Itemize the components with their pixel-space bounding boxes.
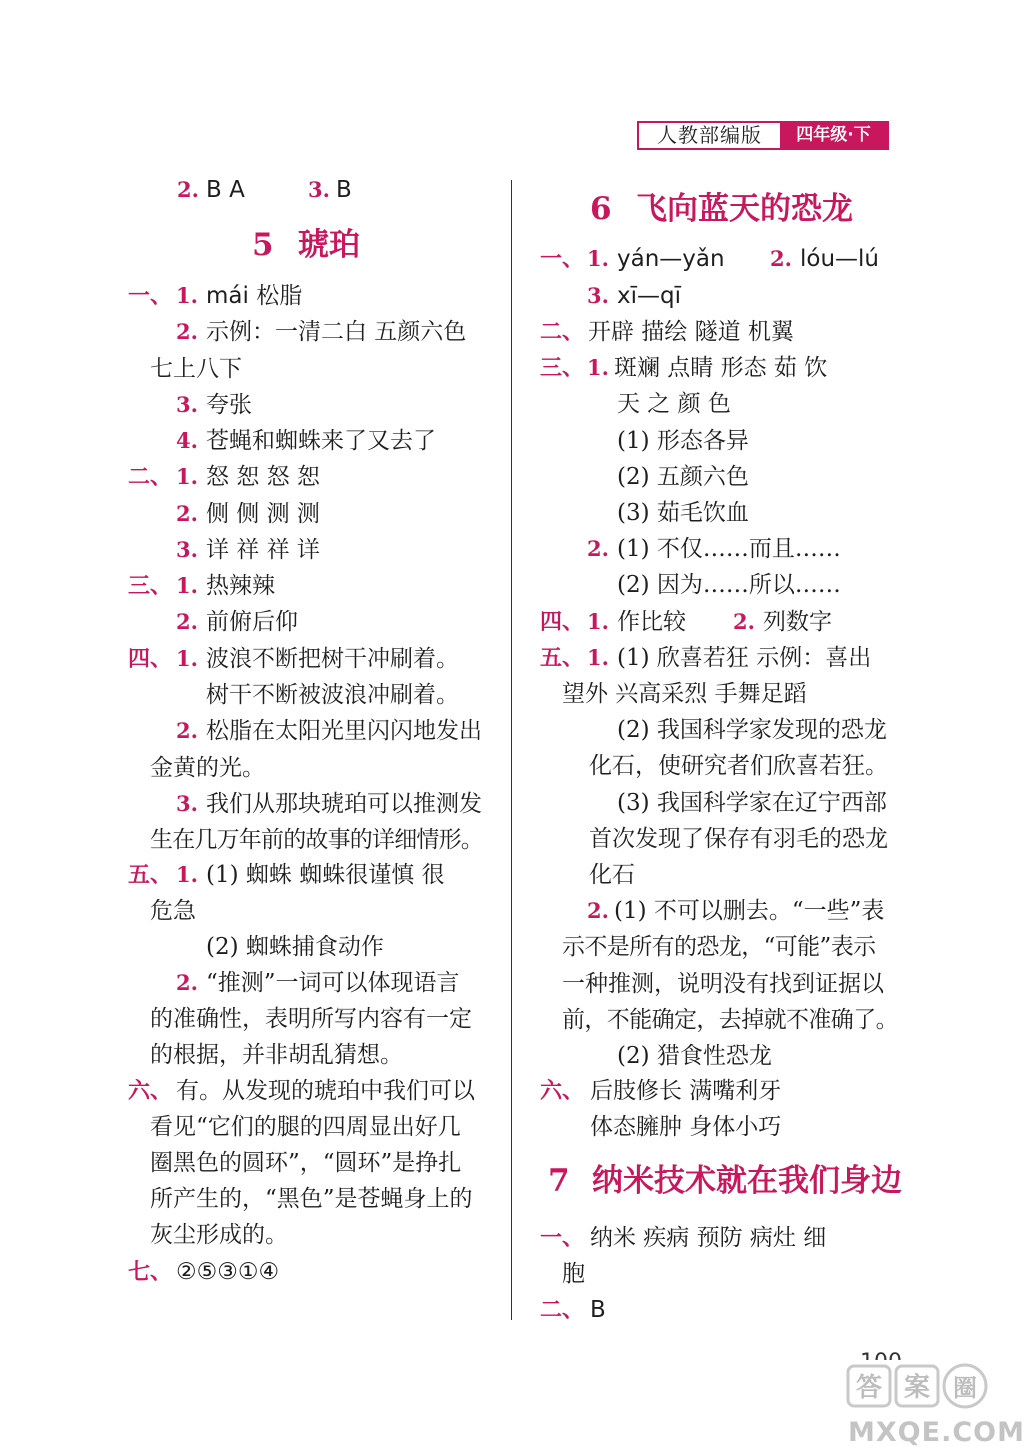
section-marker: 三、 bbox=[540, 355, 585, 381]
item-number: 2. bbox=[587, 536, 609, 561]
answer-line: 一种推测，说明没有找到证据以 bbox=[562, 971, 884, 997]
section-marker: 六、 bbox=[128, 1078, 173, 1104]
item-number: 3. bbox=[176, 791, 198, 816]
item-number: 1. bbox=[587, 246, 609, 271]
edition-header bbox=[637, 121, 889, 150]
answer-line: (2) 我国科学家发现的恐龙 bbox=[617, 717, 887, 743]
answer-line: (1) 不可以删去。“一些”表 bbox=[614, 898, 885, 924]
item-number: 2. bbox=[176, 501, 198, 526]
answer-line: 有。从发现的琥珀中我们可以 bbox=[176, 1078, 475, 1104]
watermark-logo bbox=[840, 1360, 1025, 1451]
answer-line: 的根据，并非胡乱猜想。 bbox=[150, 1042, 403, 1068]
answer-line: 热辣辣 bbox=[206, 573, 275, 599]
answer-line: 纳米 疾病 预防 病灶 细 bbox=[590, 1225, 827, 1251]
answer-line: 夸张 bbox=[206, 392, 252, 418]
section-marker: 四、 bbox=[128, 646, 173, 672]
answer-line: 松脂在太阳光里闪闪地发出 bbox=[206, 718, 482, 744]
answer-text: B bbox=[336, 177, 352, 203]
item-number: 1. bbox=[176, 646, 198, 671]
section-marker: 三、 bbox=[128, 573, 173, 599]
lesson-title: 纳米技术就在我们身边 bbox=[592, 1163, 902, 1199]
answer-line: 详 祥 祥 详 bbox=[206, 537, 320, 563]
answer-line: 七上八下 bbox=[150, 356, 242, 382]
answer-line: 望外 兴高采烈 手舞足蹈 bbox=[562, 681, 807, 707]
column-divider bbox=[511, 180, 512, 1320]
answer-line: mái 松脂 bbox=[206, 283, 303, 309]
answer-line: (3) 我国科学家在辽宁西部 bbox=[617, 790, 887, 816]
svg-text:案: 案 bbox=[903, 1373, 931, 1403]
answer-line: (2) 蜘蛛捕食动作 bbox=[206, 934, 384, 960]
answer-line: 化石 bbox=[589, 862, 635, 888]
lesson-number: 5 bbox=[252, 227, 274, 263]
watermark-text: MXQE.COM bbox=[848, 1417, 1025, 1448]
answer-line: 金黄的光。 bbox=[150, 755, 265, 781]
answer-line: 圈黑色的圆环”，“圆环”是挣扎 bbox=[150, 1150, 462, 1176]
answer-line: (1) 蜘蛛 蜘蛛很谨慎 很 bbox=[206, 862, 445, 888]
item-number: 3. bbox=[176, 537, 198, 562]
answer-line: 的准确性，表明所写内容有一定 bbox=[150, 1006, 472, 1032]
item-number: 2. bbox=[587, 898, 609, 923]
grade-label: 四年级·下 bbox=[780, 123, 887, 148]
answer-line: 天 之 颜 色 bbox=[617, 391, 731, 417]
section-marker: 二、 bbox=[128, 464, 173, 490]
answer-line: 树干不断被波浪冲刷着。 bbox=[206, 682, 459, 708]
section-marker: 二、 bbox=[540, 319, 585, 345]
answer-line: 怒 恕 怒 恕 bbox=[206, 464, 320, 490]
item-number: 1. bbox=[176, 283, 198, 308]
answer-line: 灰尘形成的。 bbox=[150, 1222, 288, 1248]
item-number: 2. bbox=[176, 970, 198, 995]
section-marker: 六、 bbox=[540, 1078, 585, 1104]
answer-line: 后肢修长 满嘴利牙 bbox=[590, 1078, 782, 1104]
section-marker: 四、 bbox=[540, 609, 585, 635]
section-marker: 一、 bbox=[540, 1225, 585, 1251]
answer-line: (3) 茹毛饮血 bbox=[617, 500, 749, 526]
answer-line: lóu—lú bbox=[800, 246, 880, 272]
answer-line: ②⑤③①④ bbox=[176, 1259, 280, 1285]
section-marker: 一、 bbox=[540, 246, 585, 272]
answer-number: 2. bbox=[177, 177, 199, 202]
answer-line: 苍蝇和蜘蛛来了又去了 bbox=[206, 428, 436, 454]
lesson-number: 7 bbox=[548, 1163, 570, 1199]
answer-line: 波浪不断把树干冲刷着。 bbox=[206, 646, 459, 672]
section-marker: 五、 bbox=[540, 645, 585, 671]
lesson-title: 琥珀 bbox=[298, 227, 360, 263]
item-number: 1. bbox=[176, 464, 198, 489]
answer-line: xī—qī bbox=[617, 283, 681, 309]
item-number: 3. bbox=[176, 392, 198, 417]
answer-line: 列数字 bbox=[763, 609, 832, 635]
answer-line: 开辟 描绘 隧道 机翼 bbox=[588, 319, 794, 345]
answer-line: 示例：一清二白 五颜六色 bbox=[206, 319, 467, 345]
svg-text:答: 答 bbox=[855, 1373, 883, 1403]
answer-line: (1) 形态各异 bbox=[617, 428, 749, 454]
item-number: 3. bbox=[587, 283, 609, 308]
answer-line: 胞 bbox=[562, 1261, 585, 1287]
answer-line: 前俯后仰 bbox=[206, 609, 298, 635]
item-number: 2. bbox=[176, 718, 198, 743]
lesson-number: 6 bbox=[590, 191, 612, 227]
section-marker: 五、 bbox=[128, 862, 173, 888]
answer-text: B A bbox=[206, 177, 245, 203]
item-number: 2. bbox=[733, 609, 755, 634]
answer-line: 所产生的，“黑色”是苍蝇身上的 bbox=[150, 1186, 473, 1212]
lesson-title: 飞向蓝天的恐龙 bbox=[636, 191, 853, 227]
answer-line: (1) 不仅……而且…… bbox=[617, 536, 841, 562]
section-marker: 一、 bbox=[128, 283, 173, 309]
svg-text:圈: 圈 bbox=[953, 1374, 977, 1402]
item-number: 2. bbox=[770, 246, 792, 271]
section-marker: 二、 bbox=[540, 1297, 585, 1323]
answer-line: yán—yǎn bbox=[617, 246, 725, 272]
answer-line: 作比较 bbox=[617, 609, 686, 635]
answer-line: “推测”一词可以体现语言 bbox=[206, 970, 460, 996]
item-number: 1. bbox=[587, 609, 609, 634]
answer-line: 斑斓 点睛 形态 茹 饮 bbox=[614, 355, 828, 381]
answer-line: B bbox=[590, 1297, 606, 1323]
answer-line: 我们从那块琥珀可以推测发 bbox=[206, 791, 482, 817]
answer-line: 示不是所有的恐龙，“可能”表示 bbox=[562, 934, 876, 960]
item-number: 1. bbox=[176, 573, 198, 598]
answer-line: 侧 侧 测 测 bbox=[206, 501, 320, 527]
answer-line: (2) 因为……所以…… bbox=[617, 572, 841, 598]
answer-line: 体态臃肿 身体小巧 bbox=[590, 1114, 782, 1140]
item-number: 1. bbox=[587, 645, 609, 670]
answer-line: 化石，使研究者们欣喜若狂。 bbox=[589, 753, 888, 779]
answer-line: (2) 五颜六色 bbox=[617, 464, 749, 490]
answer-line: 首次发现了保存有羽毛的恐龙 bbox=[589, 826, 888, 852]
item-number: 2. bbox=[176, 609, 198, 634]
item-number: 2. bbox=[176, 319, 198, 344]
answer-line: (1) 欣喜若狂 示例：喜出 bbox=[617, 645, 872, 671]
item-number: 1. bbox=[587, 355, 609, 380]
section-marker: 七、 bbox=[128, 1259, 173, 1285]
answer-line: 看见“它们的腿的四周显出好几 bbox=[150, 1114, 461, 1140]
answer-line: 生在几万年前的故事的详细情形。 bbox=[150, 827, 484, 853]
edition-label: 人教部编版 bbox=[639, 123, 780, 148]
item-number: 1. bbox=[176, 862, 198, 887]
item-number: 4. bbox=[176, 428, 198, 453]
answer-line: 前，不能确定，去掉就不准确了。 bbox=[562, 1007, 899, 1033]
answer-line: (2) 猎食性恐龙 bbox=[617, 1043, 772, 1069]
answer-number: 3. bbox=[308, 177, 330, 202]
answer-line: 危急 bbox=[150, 898, 196, 924]
